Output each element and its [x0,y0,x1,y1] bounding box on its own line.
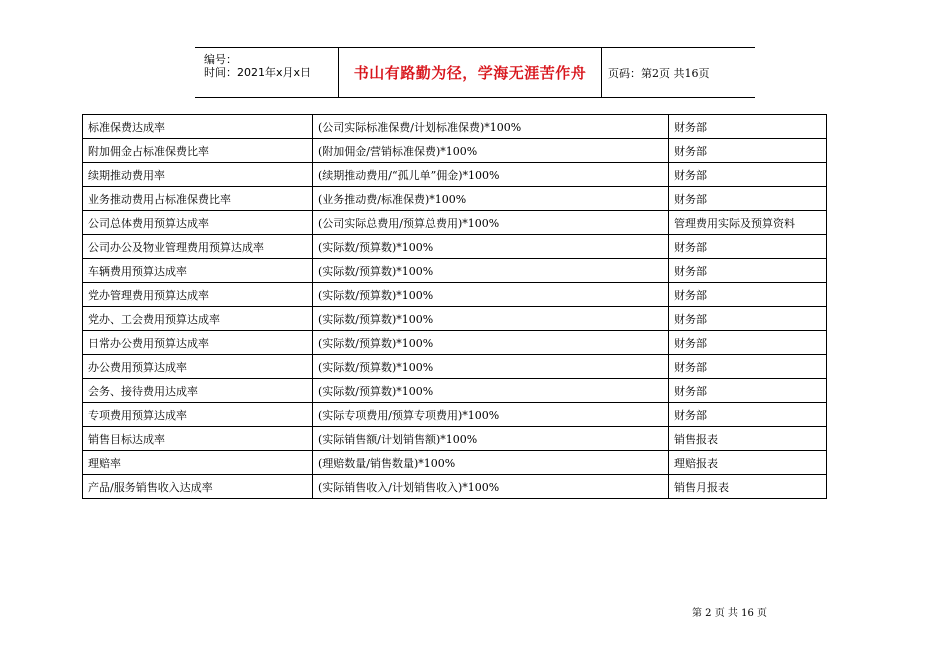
data-source-cell: 财务部 [669,235,827,259]
data-source-cell: 财务部 [669,163,827,187]
indicator-table [82,114,827,499]
data-source-cell: 财务部 [669,139,827,163]
page-info-text: 页码：第2页 共16页 [608,66,710,80]
table-row [83,307,827,331]
header-page-info [602,48,755,97]
indicator-name-cell: 公司总体费用预算达成率 [83,211,313,235]
number-label: 编号： [204,53,237,66]
indicator-name-cell: 销售目标达成率 [83,427,313,451]
table-row [83,115,827,139]
indicator-name-cell: 专项费用预算达成率 [83,403,313,427]
formula-cell: (实际数/预算数)*100% [313,379,669,403]
table-row [83,331,827,355]
formula-cell: (实际数/预算数)*100% [313,355,669,379]
data-source-cell: 财务部 [669,115,827,139]
table-row [83,427,827,451]
table-row [83,403,827,427]
table-row [83,187,827,211]
data-source-cell: 财务部 [669,187,827,211]
indicator-name-cell: 党办管理费用预算达成率 [83,283,313,307]
indicator-name-cell: 产品/服务销售收入达成率 [83,475,313,499]
table-row [83,283,827,307]
formula-cell: (公司实际总费用/预算总费用)*100% [313,211,669,235]
table-row [83,355,827,379]
formula-cell: (业务推动费/标准保费)*100% [313,187,669,211]
indicator-table-body [83,115,827,499]
formula-cell: (实际数/预算数)*100% [313,283,669,307]
data-source-cell: 财务部 [669,331,827,355]
indicator-name-cell: 车辆费用预算达成率 [83,259,313,283]
time-label: 时间：2021年x月x日 [204,66,312,79]
header-motto-cell [339,48,602,97]
page-header [195,47,755,98]
formula-cell: (实际专项费用/预算专项费用)*100% [313,403,669,427]
formula-cell: (实际数/预算数)*100% [313,307,669,331]
formula-cell: (实际销售收入/计划销售收入)*100% [313,475,669,499]
table-row [83,379,827,403]
data-source-cell: 理赔报表 [669,451,827,475]
data-source-cell: 财务部 [669,379,827,403]
table-row [83,475,827,499]
table-row [83,259,827,283]
data-source-cell: 财务部 [669,283,827,307]
data-source-cell: 财务部 [669,355,827,379]
indicator-name-cell: 办公费用预算达成率 [83,355,313,379]
table-row [83,163,827,187]
data-source-cell: 财务部 [669,259,827,283]
formula-cell: (实际销售额/计划销售额)*100% [313,427,669,451]
formula-cell: (实际数/预算数)*100% [313,259,669,283]
formula-cell: (实际数/预算数)*100% [313,331,669,355]
indicator-name-cell: 党办、工会费用预算达成率 [83,307,313,331]
formula-cell: (续期推动费用/“孤儿单”佣金)*100% [313,163,669,187]
indicator-name-cell: 续期推动费用率 [83,163,313,187]
indicator-name-cell: 日常办公费用预算达成率 [83,331,313,355]
formula-cell: (公司实际标准保费/计划标准保费)*100% [313,115,669,139]
indicator-name-cell: 理赔率 [83,451,313,475]
indicator-name-cell: 业务推动费用占标准保费比率 [83,187,313,211]
data-source-cell: 财务部 [669,307,827,331]
table-row [83,451,827,475]
header-meta [195,48,339,97]
data-source-cell: 销售报表 [669,427,827,451]
motto-text: 书山有路勤为径，学海无涯苦作舟 [353,64,587,82]
indicator-name-cell: 标准保费达成率 [83,115,313,139]
table-row [83,235,827,259]
formula-cell: (附加佣金/营销标准保费)*100% [313,139,669,163]
formula-cell: (实际数/预算数)*100% [313,235,669,259]
table-row [83,211,827,235]
data-source-cell: 销售月报表 [669,475,827,499]
data-source-cell: 财务部 [669,403,827,427]
indicator-name-cell: 会务、接待费用达成率 [83,379,313,403]
indicator-name-cell: 公司办公及物业管理费用预算达成率 [83,235,313,259]
formula-cell: (理赔数量/销售数量)*100% [313,451,669,475]
indicator-name-cell: 附加佣金占标准保费比率 [83,139,313,163]
data-source-cell: 管理费用实际及预算资料 [669,211,827,235]
page-footer: 第 2 页 共 16 页 [692,608,767,619]
table-row [83,139,827,163]
